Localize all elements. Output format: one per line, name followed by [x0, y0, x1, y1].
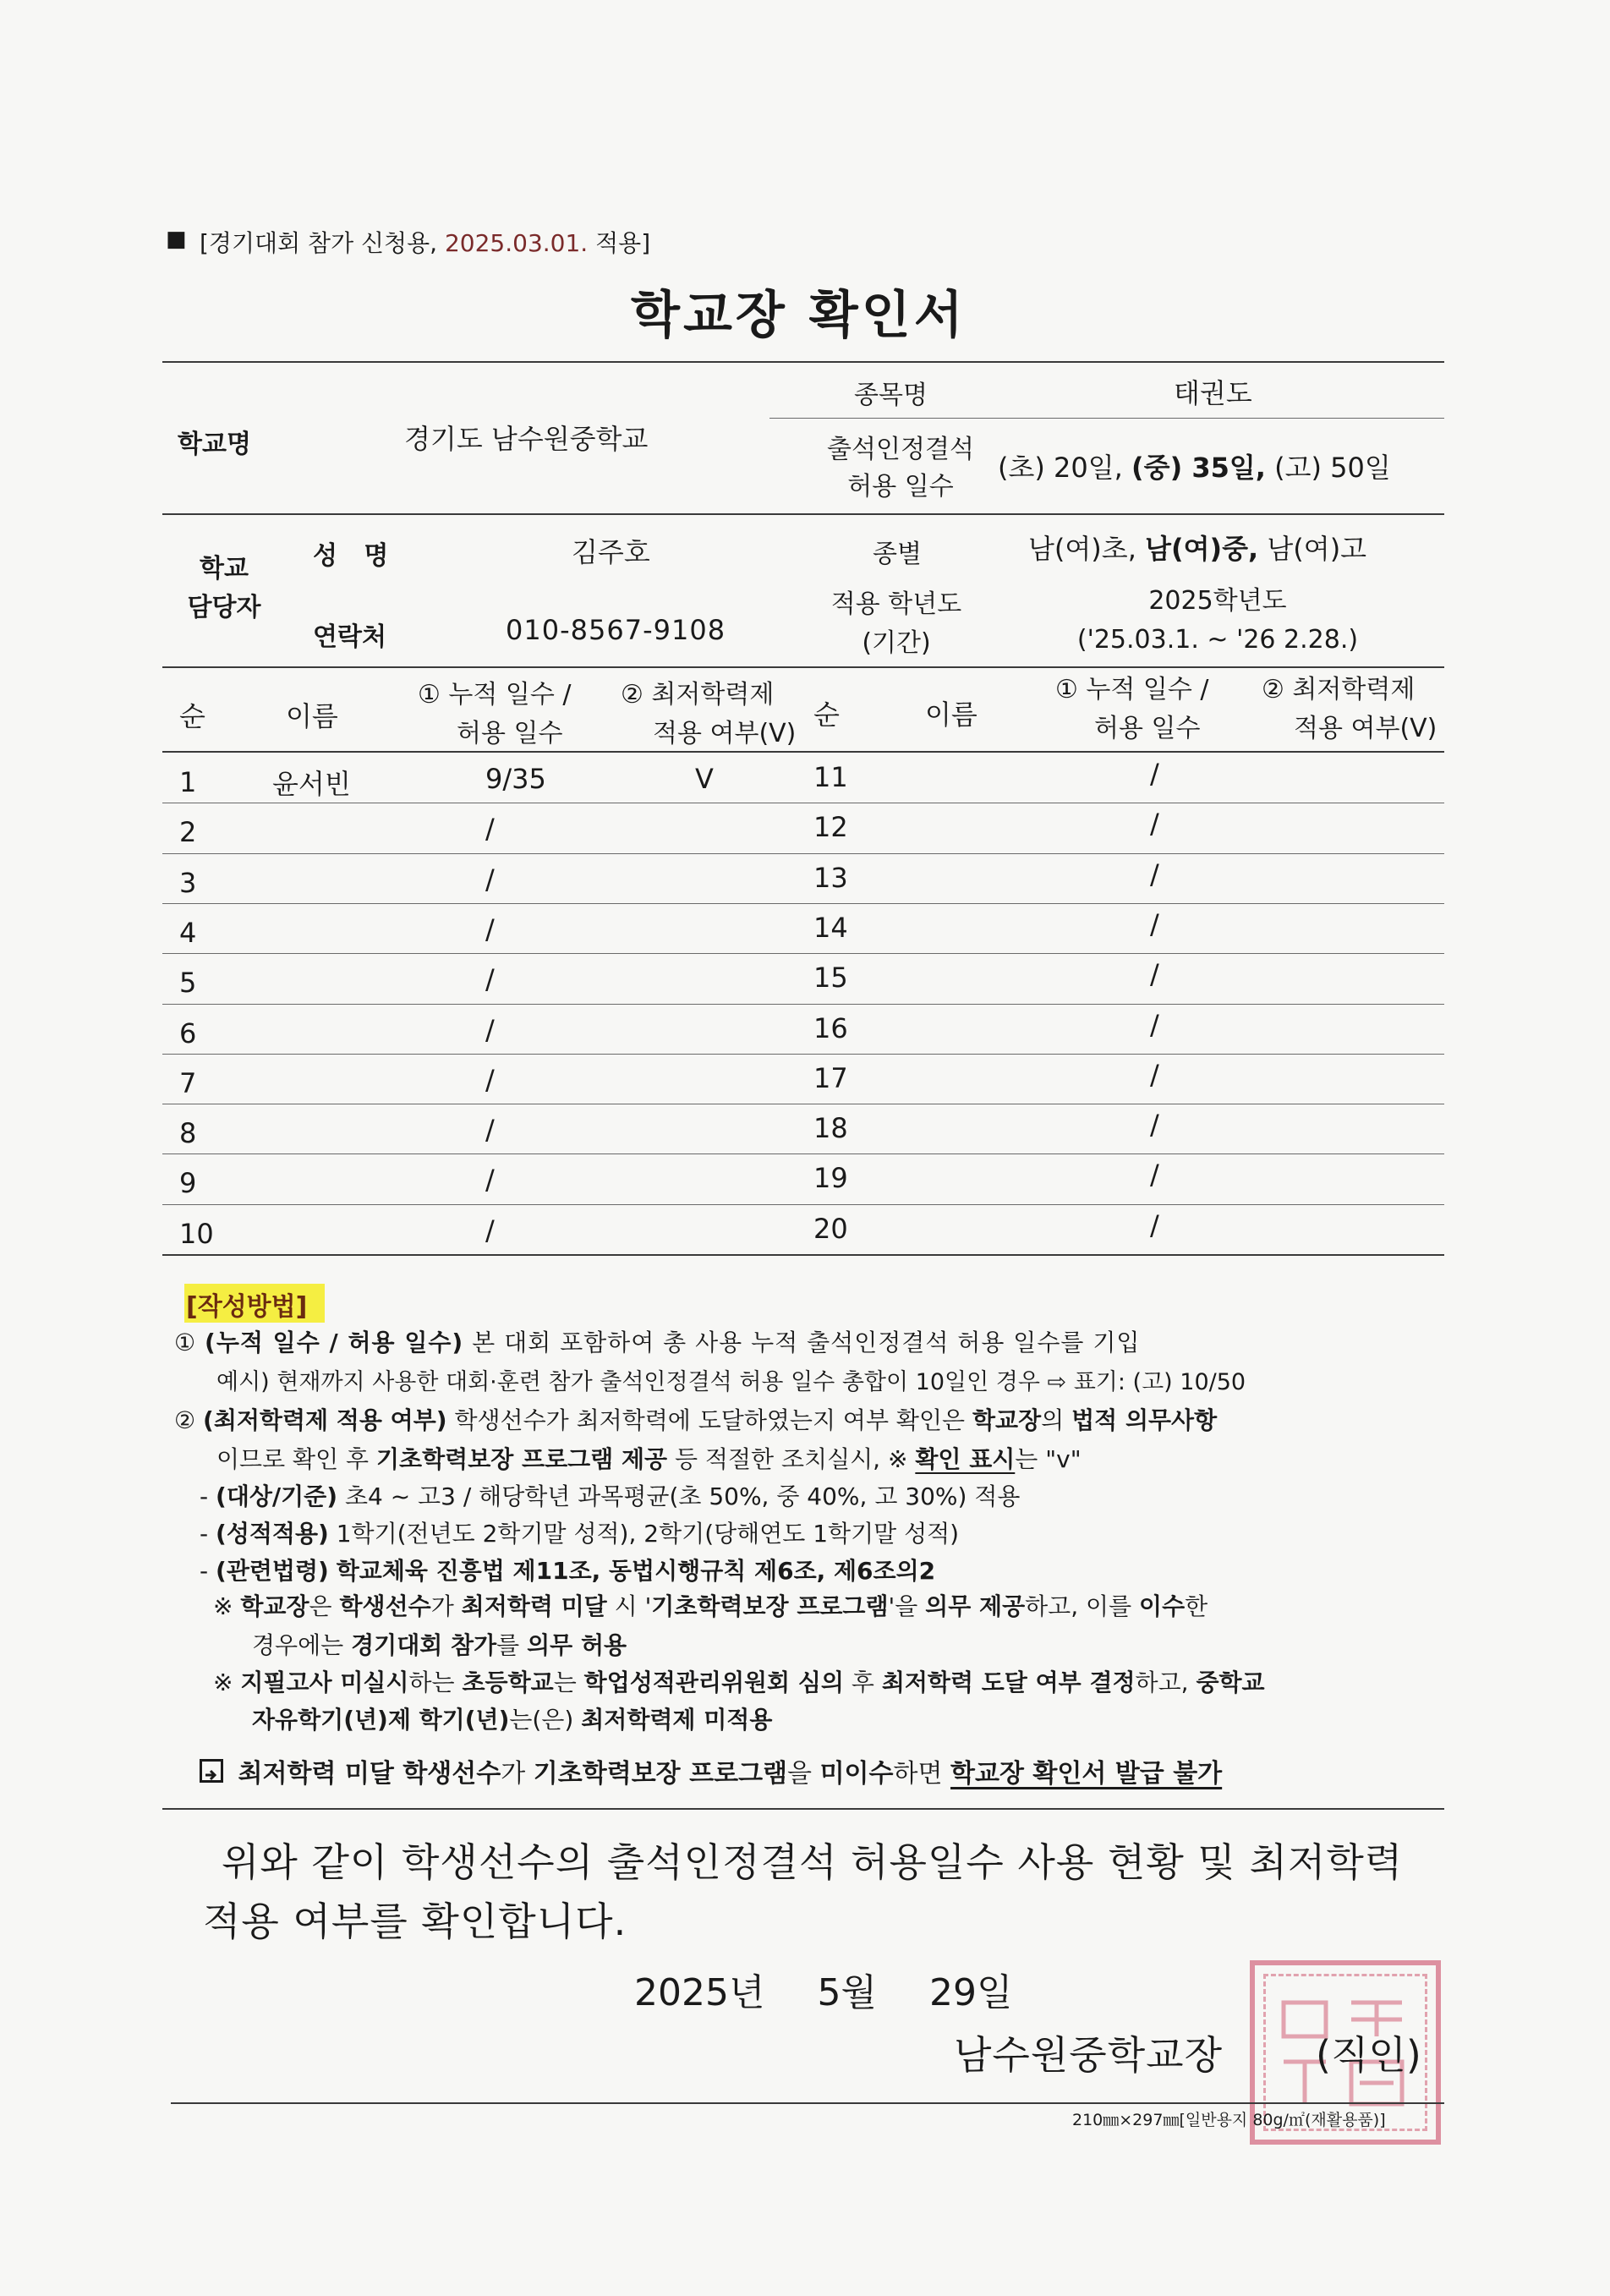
row-days-right: /	[1150, 1208, 1159, 1241]
note-2-line2-c: 최저학력제 미적용	[581, 1706, 773, 1734]
instruction-item-2-text: 학생선수가 최저학력에 도달하였는지 여부 확인은	[454, 1406, 966, 1434]
gender-value	[1028, 528, 1366, 567]
row-number-right: 17	[813, 1061, 848, 1094]
manager-label-line2: 담당자	[187, 593, 261, 622]
row-divider	[162, 1204, 1444, 1205]
row-number-left: 9	[179, 1167, 197, 1200]
instruction-item-2-num: ②	[174, 1406, 196, 1434]
row-days-left: /	[485, 963, 495, 996]
row-number-left: 5	[179, 967, 197, 1000]
contact-value: 010-8567-9108	[506, 614, 726, 646]
warning-line	[200, 1752, 1222, 1789]
form-type-prefix: [경기대회 참가 신청용,	[200, 229, 438, 257]
note-2-a: 지필고사 미실시	[240, 1669, 409, 1696]
row-days-right: /	[1150, 1109, 1159, 1142]
reference-mark-icon: ※	[213, 1669, 233, 1696]
note-1-a: 학교장	[240, 1592, 309, 1620]
instruction-sub-1-title: (대상/기준)	[216, 1482, 338, 1510]
note-1-line2-d: 의무 허용	[527, 1631, 627, 1659]
row-number-right: 18	[813, 1112, 848, 1145]
note-1-j: 하고, 이를	[1025, 1592, 1132, 1620]
row-number-left: 1	[179, 766, 197, 798]
sport-value: 태권도	[1174, 377, 1252, 409]
note-1-line2-a: 경우에는	[252, 1631, 344, 1659]
allowed-days-middle: (중) 35일,	[1131, 452, 1266, 484]
row-name-left: 윤서빈	[272, 768, 351, 800]
col-check-right-1: ② 최저학력제	[1262, 675, 1416, 704]
col-days-left-1: ① 누적 일수 /	[418, 680, 572, 710]
allowed-days-elementary: (초) 20일,	[998, 452, 1123, 484]
confirm-day: 29일	[928, 1971, 1013, 2014]
note-1-l: 한	[1185, 1592, 1208, 1620]
instruction-item-1-example: 예시) 현재까지 사용한 대회·훈련 참가 출석인정결석 허용 일수 총합이 10일인 경우 ⇨ 표기: (고) 10/50	[216, 1369, 1246, 1395]
dash-icon: -	[200, 1520, 209, 1548]
confirm-line-2: 적용 여부를 확인합니다.	[203, 1899, 627, 1944]
warning-e: 미이수	[819, 1759, 894, 1789]
row-number-left: 6	[179, 1016, 197, 1049]
instruction-item-2	[174, 1402, 1217, 1436]
instruction-sub-2	[200, 1515, 959, 1549]
instruction-item-1	[174, 1324, 1140, 1358]
instruction-item-2-line2	[216, 1441, 1082, 1475]
note-2-e: 학업성적관리위원회 심의	[583, 1669, 844, 1696]
instruction-item-2-title: (최저학력제 적용 여부)	[203, 1406, 447, 1434]
row-divider	[162, 953, 1444, 954]
manager-label	[169, 550, 279, 627]
form-type-marker: ■	[166, 227, 187, 252]
instruction-item-1-num: ①	[174, 1329, 197, 1356]
row-days-right: /	[1150, 1159, 1159, 1192]
reference-mark-icon: ※	[213, 1592, 233, 1620]
row-number-left: 2	[179, 816, 197, 849]
col-name-right: 이름	[925, 699, 978, 731]
row-days-left: /	[485, 813, 495, 846]
note-2-line2-a: 자유학기(년)제 학기(년)	[252, 1706, 510, 1734]
col-days-right-2: 허용 일수	[1094, 714, 1201, 743]
instruction-sub-2-title: (성적적용)	[216, 1520, 329, 1548]
row-number-right: 14	[813, 911, 848, 944]
instruction-note-1	[213, 1588, 1208, 1622]
row-days-left: /	[485, 912, 495, 945]
row-days-right: /	[1150, 907, 1159, 940]
note-1-h: '을	[888, 1592, 918, 1620]
row-number-right: 20	[813, 1212, 848, 1245]
instruction-item-2-line2-b: 등 적절한 조치실시, ※	[674, 1445, 908, 1473]
instruction-item-2-mark: 확인 표시	[915, 1445, 1016, 1473]
instruction-sub-3-text: 학교체육 진흥법 제11조, 동법시행규칙 제6조, 제6조의2	[336, 1557, 936, 1585]
table-header-bottom	[162, 751, 1444, 753]
warning-f: 하면	[893, 1759, 943, 1789]
row-number-right: 16	[813, 1011, 848, 1044]
row-divider	[162, 903, 1444, 904]
name-label: 성 명	[313, 541, 389, 571]
row-days-left: 9/35	[485, 763, 546, 795]
instruction-sub-3-title: (관련법령)	[216, 1557, 329, 1585]
col-check-left-2: 적용 여부(V)	[653, 719, 797, 748]
instruction-item-1-text: 본 대회 포함하여 총 사용 누적 출석인정결석 허용 일수를 기입	[472, 1329, 1141, 1356]
row-number-left: 8	[179, 1117, 197, 1150]
school-name-label: 학교명	[178, 430, 251, 459]
dash-icon: -	[200, 1482, 209, 1510]
row-days-left: /	[485, 1013, 495, 1046]
gender-elementary: 남(여)초,	[1028, 533, 1136, 565]
col-days-left-2: 허용 일수	[457, 719, 563, 748]
col-check-left-1: ② 최저학력제	[621, 680, 775, 710]
dash-icon: -	[200, 1557, 209, 1585]
note-2-h: 하고,	[1135, 1669, 1189, 1696]
note-1-line2-b: 경기대회 참가	[351, 1631, 497, 1659]
warning-arrow-icon	[200, 1759, 223, 1783]
allowed-days-high: (고) 50일	[1274, 452, 1391, 484]
paper-spec: 210㎜×297㎜[일반용지 80g/㎡(재활용품)]	[1072, 2111, 1386, 2129]
instruction-item-2-duty: 법적 의무사항	[1071, 1406, 1218, 1434]
form-type-date: 2025.03.01.	[444, 229, 589, 257]
instructions-heading: [작성방법]	[186, 1292, 308, 1322]
note-2-f: 후	[851, 1669, 874, 1696]
year-value-line2: ('25.03.1. ~ '26 2.28.)	[1076, 625, 1359, 655]
row-divider	[162, 1153, 1444, 1154]
confirm-year: 2025년	[634, 1971, 765, 2014]
school-name-value: 경기도 남수원중학교	[404, 423, 649, 455]
contact-label: 연락처	[313, 622, 386, 652]
row-number-left: 4	[179, 916, 197, 949]
divider-sport	[769, 418, 1444, 419]
row-days-right: /	[1150, 808, 1159, 841]
warning-c: 기초학력보장 프로그램	[533, 1759, 788, 1789]
row-number-right: 13	[813, 861, 848, 894]
year-label	[803, 585, 989, 663]
note-2-g: 최저학력 도달 여부 결정	[881, 1669, 1136, 1696]
row-divider	[162, 1054, 1444, 1055]
row-days-left: /	[485, 1063, 495, 1096]
instruction-item-1-title: (누적 일수 / 허용 일수)	[205, 1329, 464, 1356]
note-1-line2-c: 를	[496, 1631, 520, 1659]
row-number-right: 15	[813, 962, 848, 995]
row-number-right: 19	[813, 1162, 848, 1195]
note-1-f: 시 '	[614, 1592, 652, 1620]
instruction-sub-3	[200, 1553, 935, 1586]
row-days-left: /	[485, 1164, 495, 1197]
row-number-right: 12	[813, 811, 848, 844]
year-value-line1: 2025학년도	[1148, 586, 1287, 616]
gender-high: 남(여)고	[1267, 533, 1367, 565]
note-1-k: 이수	[1139, 1592, 1186, 1620]
row-days-right: /	[1150, 1008, 1159, 1041]
row-days-right: /	[1150, 958, 1159, 991]
note-1-b: 은	[309, 1592, 332, 1620]
instruction-note-1-line2	[252, 1627, 627, 1661]
seal-label: (직인)	[1316, 2032, 1421, 2078]
instruction-note-2-line2	[252, 1701, 772, 1735]
col-check-right-2: 적용 여부(V)	[1294, 714, 1438, 743]
instruction-note-2	[213, 1664, 1265, 1698]
row-divider	[162, 1254, 1444, 1256]
warning-d: 을	[787, 1759, 813, 1789]
confirm-month: 5월	[817, 1971, 877, 2014]
col-days-right-1: ① 누적 일수 /	[1055, 675, 1209, 704]
row-number-left: 10	[179, 1217, 214, 1250]
divider-footer	[171, 2102, 1444, 2104]
note-1-g: 기초학력보장 프로그램	[651, 1592, 889, 1620]
warning-b: 가	[501, 1759, 526, 1789]
row-days-right: /	[1150, 758, 1159, 790]
note-1-d: 가	[430, 1592, 454, 1620]
gender-middle: 남(여)중,	[1145, 533, 1259, 565]
form-type-suffix: 적용]	[595, 229, 651, 257]
divider-confirm	[162, 1808, 1444, 1810]
instruction-item-2-particle: 의	[1041, 1406, 1065, 1434]
divider-top	[162, 361, 1444, 363]
warning-g: 학교장 확인서 발급 불가	[950, 1759, 1223, 1789]
year-label-line2: (기간)	[862, 628, 931, 658]
note-1-c: 학생선수	[339, 1592, 431, 1620]
divider-manager	[162, 666, 1444, 668]
name-value: 김주호	[572, 536, 650, 568]
row-number-left: 3	[179, 866, 197, 899]
note-2-line2-b: 는(은)	[509, 1706, 574, 1734]
row-divider	[162, 853, 1444, 854]
divider-school	[162, 513, 1444, 515]
allowed-days-label	[808, 431, 994, 506]
instruction-sub-1	[200, 1478, 1020, 1512]
page-title: 학교장 확인서	[631, 286, 967, 345]
note-2-d: 는	[553, 1669, 577, 1696]
col-name-left: 이름	[286, 700, 338, 732]
row-divider	[162, 1004, 1444, 1005]
row-days-right: /	[1150, 858, 1159, 890]
row-number-right: 11	[813, 761, 848, 793]
instruction-sub-2-text: 1학기(전년도 2학기말 성적), 2학기(당해연도 1학기말 성적)	[336, 1520, 960, 1548]
allowed-days-label-line1: 출석인정결석	[827, 435, 974, 464]
allowed-days-value	[998, 447, 1391, 485]
manager-label-line1: 학교	[200, 554, 249, 584]
col-no-right: 순	[813, 699, 840, 731]
col-no-left: 순	[179, 700, 205, 732]
row-days-right: /	[1150, 1058, 1159, 1091]
allowed-days-label-line2: 허용 일수	[847, 472, 954, 501]
row-number-left: 7	[179, 1066, 197, 1099]
signer-name: 남수원중학교장	[954, 2032, 1224, 2078]
note-2-i: 중학교	[1196, 1669, 1265, 1696]
gender-label: 종별	[873, 540, 922, 569]
note-1-i: 의무 제공	[925, 1592, 1026, 1620]
instruction-item-2-principal: 학교장	[972, 1406, 1042, 1434]
form-type-label	[200, 225, 650, 259]
year-value	[998, 582, 1438, 660]
note-1-e: 최저학력 미달	[461, 1592, 607, 1620]
row-days-left: /	[485, 1114, 495, 1147]
instruction-sub-1-text: 초4 ~ 고3 / 해당학년 과목평균(초 50%, 중 40%, 고 30%) 적용	[344, 1482, 1021, 1510]
sport-label: 종목명	[854, 381, 928, 410]
year-label-line1: 적용 학년도	[830, 589, 962, 619]
row-days-left: /	[485, 1214, 495, 1247]
instruction-item-2-line2-c: 는 "v"	[1015, 1445, 1082, 1473]
warning-a: 최저학력 미달 학생선수	[238, 1759, 501, 1789]
confirm-date	[634, 1962, 1012, 2016]
instruction-item-2-program: 기초학력보장 프로그램 제공	[376, 1445, 668, 1473]
instruction-item-2-line2-a: 이므로 확인 후	[216, 1445, 370, 1473]
confirm-line-1: 위와 같이 학생선수의 출석인정결석 허용일수 사용 현황 및 최저학력	[222, 1839, 1404, 1885]
note-2-b: 하는	[408, 1669, 455, 1696]
row-check-left: V	[695, 763, 714, 795]
note-2-c: 초등학교	[462, 1669, 554, 1696]
row-days-left: /	[485, 863, 495, 896]
